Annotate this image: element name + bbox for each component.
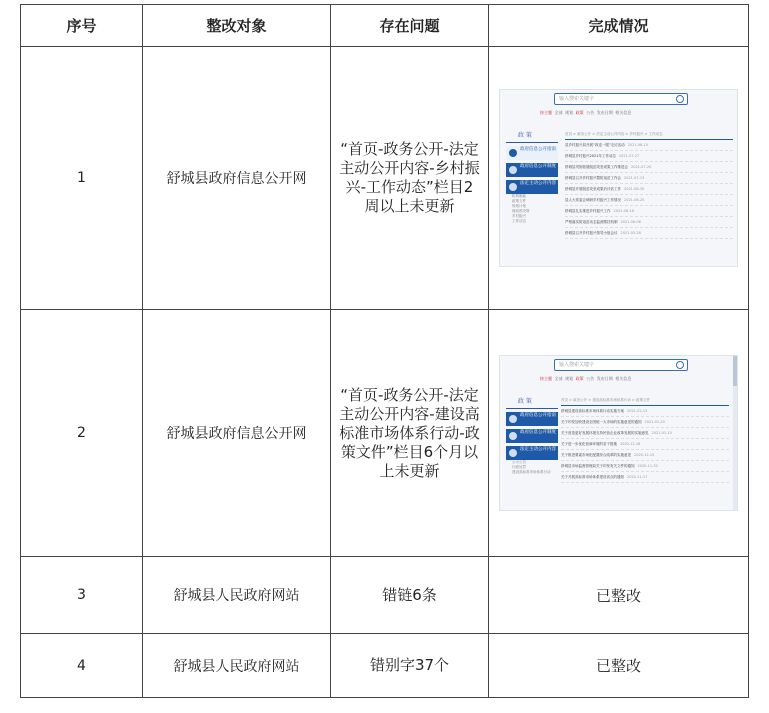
breadcrumb: 首页 > 政务公开 > 建设高标准市场体系行动 > 政策文件 — [561, 398, 729, 406]
row-problem: 错链6条 — [331, 557, 489, 634]
menu-item: 按主题 — [540, 110, 552, 115]
row-problem: 错别字37个 — [331, 634, 489, 698]
sidebar-button: 法定主动公开内容 — [506, 180, 558, 194]
table-row — [21, 310, 749, 557]
list-item: 关于进一步优化营商环境的若干措施 2020-12-28 — [561, 439, 729, 450]
rectification-table — [20, 4, 749, 698]
sidebar-sub: 建设高标准市场体系行动 — [512, 470, 551, 474]
list-item: 舒城县扎实推进乡村振兴工作 2021-06-18 — [565, 206, 733, 217]
sidebar-title: 政 策 — [506, 130, 558, 143]
list-item: 关于印发加快建设全国统一大市场的实施意见的通知 2021-01-20 — [561, 417, 729, 428]
sidebar-sub: 行政处罚 — [512, 465, 526, 469]
row-status — [489, 47, 749, 310]
menu-item: 按主题 — [540, 376, 552, 381]
scrollbar — [733, 356, 737, 510]
sidebar — [506, 130, 558, 224]
menu-item: 相关信息 — [615, 376, 632, 381]
sidebar-title: 政 策 — [506, 396, 558, 409]
search-box — [554, 93, 688, 105]
menu-item: 公告 — [586, 376, 595, 381]
header-no: 序号 — [21, 5, 143, 47]
list-item: 县人大常委会调研乡村振兴工作情况 2021-06-25 — [565, 195, 733, 206]
menu-item: 公告 — [586, 110, 595, 115]
table-row — [21, 557, 749, 634]
row-no: 3 — [21, 557, 143, 634]
sidebar-sub: 政策文件 — [512, 199, 526, 203]
sidebar-sub: 公示公告 — [512, 460, 526, 464]
breadcrumb: 首页 > 政务公开 > 法定主动公开内容 > 乡村振兴 > 工作动态 — [565, 132, 733, 140]
row-target: 舒城县人民政府网站 — [143, 557, 331, 634]
header-status: 完成情况 — [489, 5, 749, 47]
row-status: 已整改 — [489, 634, 749, 698]
list-item: 舒城县市场监督管理局关于印发有关文件的通知 2020-11-30 — [561, 461, 729, 472]
menu-item: 政策 — [575, 110, 584, 115]
row-no: 4 — [21, 634, 143, 698]
list-item: 舒城县召开乡村振兴领导小组会议 2021-05-28 — [565, 228, 733, 239]
row-target: 舒城县政府信息公开网 — [143, 310, 331, 557]
search-placeholder: 输入搜索关键字 — [559, 96, 595, 102]
filter-menu — [540, 376, 631, 382]
list-item: 舒城县召开乡村振兴暨防返贫工作会 2021-07-13 — [565, 173, 733, 184]
website-screenshot — [499, 355, 738, 511]
menu-item: 相关信息 — [615, 110, 632, 115]
menu-item: 政策 — [575, 376, 584, 381]
sidebar-sub: 财政预决算 — [512, 209, 530, 213]
row-no: 1 — [21, 47, 143, 310]
menu-item: 规划 — [565, 376, 574, 381]
header-problem: 存在问题 — [331, 5, 489, 47]
row-no: 2 — [21, 310, 143, 557]
table-row — [21, 634, 749, 698]
menu-item: 全部 — [554, 110, 563, 115]
sidebar-button: 政府信息公开指南 — [506, 146, 558, 160]
sidebar — [506, 396, 558, 475]
list-item: 关于开展高标准市场体系建设试点的通知 2020-11-17 — [561, 472, 729, 483]
list-item: 严格落实防返贫动态监测帮扶机制 2021-06-08 — [565, 217, 733, 228]
row-problem: “首页-政务公开-法定主动公开内容-乡村振兴-工作动态”栏目2周以上未更新 — [331, 47, 489, 310]
menu-item: 发布日期 — [596, 110, 613, 115]
menu-item: 发布日期 — [596, 376, 613, 381]
sidebar-button: 政府信息公开制度 — [506, 163, 558, 177]
list-item: 县乡村振兴局开展“四送一服”走访活动 2021-08-10 — [565, 140, 733, 151]
sidebar-button: 政府信息公开制度 — [506, 429, 558, 443]
row-target: 舒城县人民政府网站 — [143, 634, 331, 698]
row-problem: “首页-政务公开-法定主动公开内容-建设高标准市场体系行动-政策文件”栏目6个月以上未更新 — [331, 310, 489, 557]
sidebar-button: 政府信息公开指南 — [506, 412, 558, 426]
sidebar-button: 法定主动公开内容 — [506, 446, 558, 460]
list-item: 舒城县乡村振兴2021年工作动态 2021-07-27 — [565, 151, 733, 162]
list-item: 舒城县巩固拓展脱贫攻坚成果工作推进会 2021-07-20 — [565, 162, 733, 173]
sidebar-sub: 工作动态 — [512, 219, 526, 223]
list-item: 舒城县建设高标准市场体系行动实施方案 2021-02-13 — [561, 406, 729, 417]
menu-item: 规划 — [565, 110, 574, 115]
list-item: 关于营造更好发展环境支持民营企业改革发展的实施意见 2021-01-10 — [561, 428, 729, 439]
list-item: 关于推进要素市场化配置综合改革的实施意见 2020-12-15 — [561, 450, 729, 461]
article-list — [561, 398, 729, 483]
filter-menu — [540, 110, 631, 116]
list-item: 舒城县开展脱贫攻坚成果后评估工作 2021-06-30 — [565, 184, 733, 195]
search-icon — [676, 95, 684, 103]
article-list — [565, 132, 733, 239]
row-target: 舒城县政府信息公开网 — [143, 47, 331, 310]
website-screenshot — [499, 89, 738, 267]
search-placeholder: 输入搜索关键字 — [559, 362, 595, 368]
search-box — [554, 359, 688, 371]
menu-item: 全部 — [554, 376, 563, 381]
sidebar-sub: 乡村振兴 — [512, 214, 526, 218]
row-status: 已整改 — [489, 557, 749, 634]
sidebar-sub: 机构职能 — [512, 194, 526, 198]
table-row — [21, 47, 749, 310]
header-target: 整改对象 — [143, 5, 331, 47]
sidebar-sub: 规划计划 — [512, 204, 526, 208]
search-icon — [676, 361, 684, 369]
table-header-row — [21, 5, 749, 47]
row-status — [489, 310, 749, 557]
